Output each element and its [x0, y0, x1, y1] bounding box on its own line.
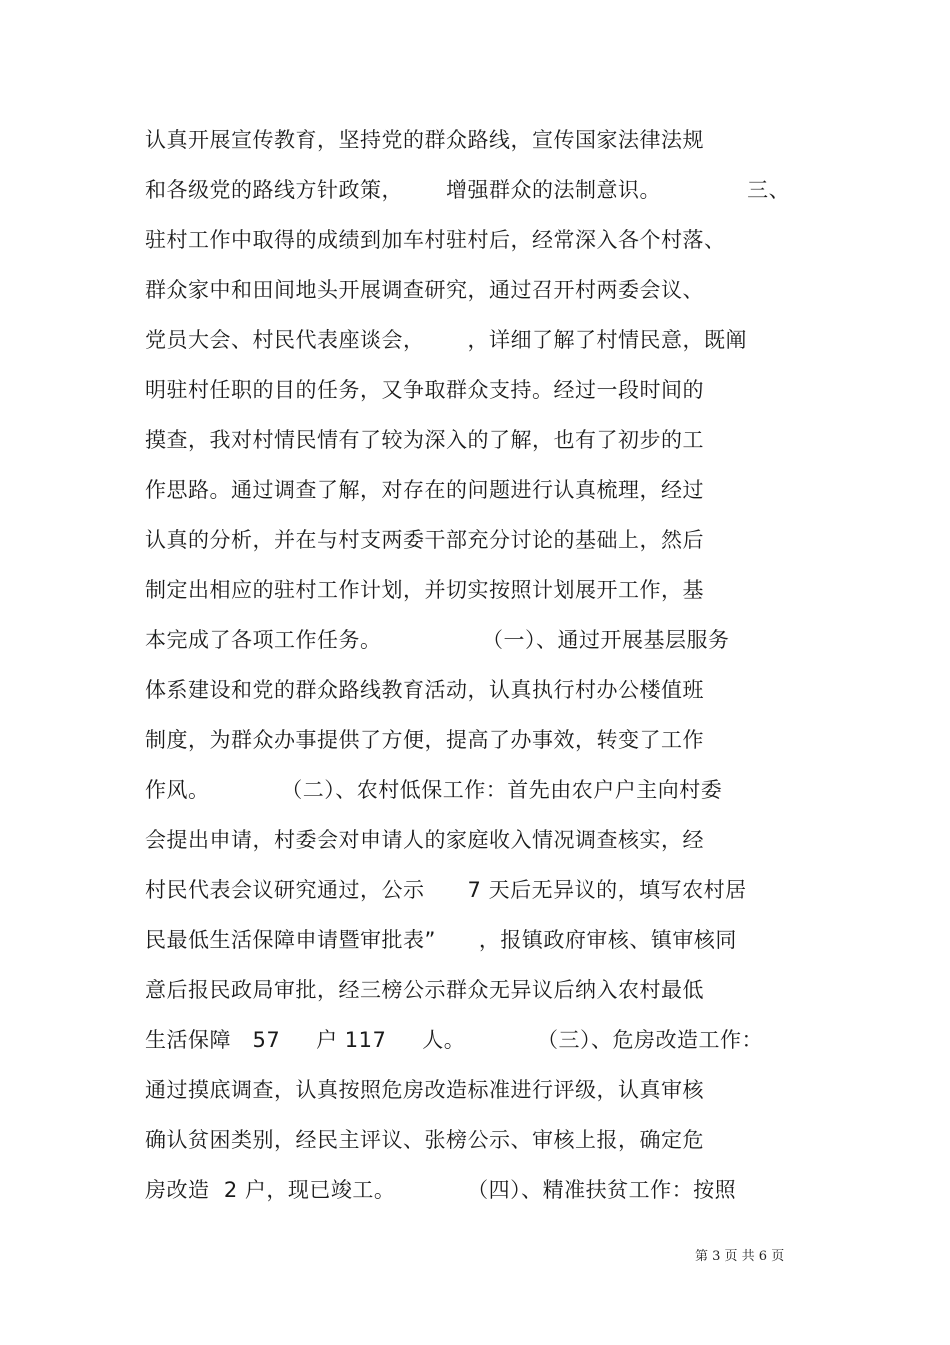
text-line: 会提出申请，村委会对申请人的家庭收入情况调查核实，经 — [145, 828, 704, 852]
text-line: 驻村工作中取得的成绩到加车村驻村后，经常深入各个村落、 — [145, 228, 726, 252]
text-line: 制定出相应的驻村工作计划，并切实按照计划展开工作，基 — [145, 578, 704, 602]
text-line: 房改造 2 户，现已竣工。 （四）、精准扶贫工作：按照 — [145, 1178, 737, 1202]
text-line: 通过摸底调查，认真按照危房改造标准进行评级，认真审核 — [145, 1078, 704, 1102]
text-line: 村民代表会议研究通过，公示 7 天后无异议的，填写农村居 — [145, 878, 747, 902]
text-line: 和各级党的路线方针政策， 增强群众的法制意识。 三、 — [145, 178, 791, 202]
text-line: 党员大会、村民代表座谈会， ，详细了解了村情民意，既阐 — [145, 328, 748, 352]
text-line: 明驻村任职的目的任务，又争取群众支持。经过一段时间的 — [145, 378, 704, 402]
text-line: 群众家中和田间地头开展调查研究，通过召开村两委会议、 — [145, 278, 704, 302]
page-number-footer: 第 3 页 共 6 页 — [695, 1249, 785, 1264]
text-line: 民最低生活保障申请暨审批表” ，报镇政府审核、镇审核同 — [145, 928, 737, 952]
text-line: 确认贫困类别，经民主评议、张榜公示、审核上报，确定危 — [145, 1128, 704, 1152]
text-line: 摸查，我对村情民情有了较为深入的了解，也有了初步的工 — [145, 428, 704, 452]
text-line: 体系建设和党的群众路线教育活动，认真执行村办公楼值班 — [145, 678, 704, 702]
text-line: 生活保障 57 户 117 人。 （三）、危房改造工作： — [145, 1028, 764, 1052]
text-line: 制度，为群众办事提供了方便，提高了办事效，转变了工作 — [145, 728, 704, 752]
text-line: 作风。 （二）、农村低保工作：首先由农户户主向村委 — [145, 778, 723, 802]
text-line: 作思路。通过调查了解，对存在的问题进行认真梳理，经过 — [145, 478, 704, 502]
text-line: 本完成了各项工作任务。 （一）、通过开展基层服务 — [145, 628, 730, 652]
text-line: 认真开展宣传教育，坚持党的群众路线，宣传国家法律法规 — [145, 128, 704, 152]
text-line: 认真的分析，并在与村支两委干部充分讨论的基础上，然后 — [145, 528, 704, 552]
text-line: 意后报民政局审批，经三榜公示群众无异议后纳入农村最低 — [145, 978, 704, 1002]
